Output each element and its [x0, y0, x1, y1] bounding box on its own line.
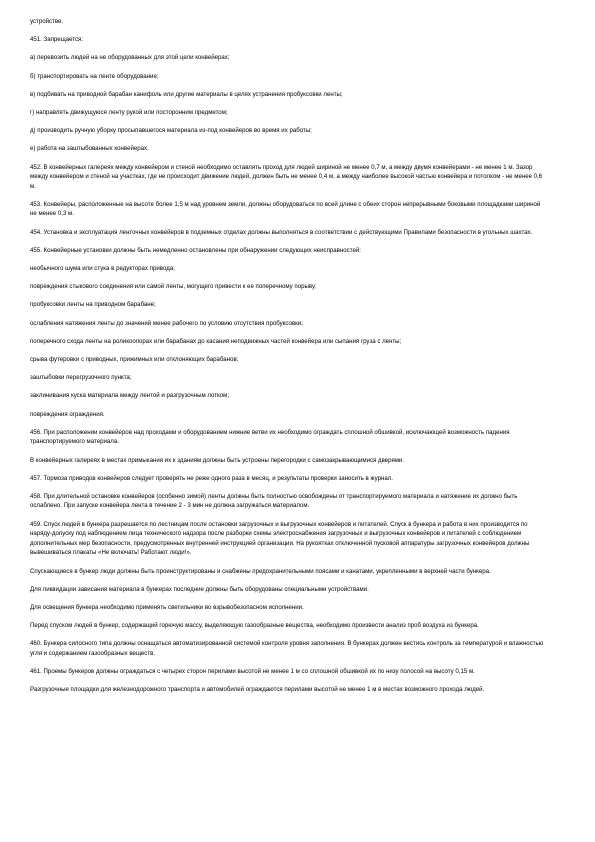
list-item: необычного шума или стука в редукторах привода;: [30, 265, 175, 273]
list-item: а) перевозить людей на не оборудованных для этой цели конвейерах;: [30, 54, 230, 62]
list-item: ослабления натяжения ленты до значений менее рабочего по условию отсутствия пробуксовки;: [30, 319, 303, 327]
text-paragraph: Для освещения бункера необходимо применять светильники во взрывобезопасном исполнении.: [30, 604, 304, 611]
text-paragraph: В конвейерных галереях в местах примыкания их к зданиям должны быть устроены перегородки с самозакрывающимися дверями.: [30, 456, 405, 464]
text-paragraph: Для ликвидации зависания материала в бункерах последние должны быть оборудованы специальными устройствами.: [30, 585, 369, 593]
text-paragraph: 454. Установка и эксплуатация ленточных конвейеров в подземных отделах должны выполняться в соответствии с действующими Правилами безопасности в угольных шахтах.: [30, 228, 533, 236]
text-paragraph: Перед спуском людей в бункер, содержащий горючую массу, выделяющую газообразные вещества, необходимо произвести анализ проб воздуха из бункера.: [30, 622, 479, 630]
list-item: г) направлять движущуюся ленту рукой или посторонним предметом;: [30, 108, 228, 116]
text-paragraph: устройстве.: [30, 18, 64, 25]
list-item: заштыбовки перегрузочного пункта;: [30, 374, 132, 382]
text-paragraph: 456. При расположении конвейеров над проходами и оборудованием нижние ветви их необходимо ограждать сплошной обшивкой, исключающей возможность падения транспортируемого материала.: [30, 428, 510, 446]
text-paragraph: 460. Бункера силосного типа должны оснащаться автоматизированной системой контроля уровня заполнения. В бункерах должен вестись контроль за температурой и влажностью угля и содержанием газообразных веществ.: [30, 640, 544, 657]
section-heading: 451. Запрещается:: [30, 36, 84, 44]
text-paragraph: 461. Проемы бункеров должны ограждаться с четырех сторон перилами высотой не менее 1 м со сплошной обшивкой их по низу полосой на высоту 0,15 м.: [30, 668, 475, 676]
list-item: поперечного схода ленты на роликоопорах или барабанах до касания неподвижных частей конвейера или сыпания груза с ленты;: [30, 337, 402, 345]
list-item: заклинивания куска материала между лентой и разгрузочным лотком;: [30, 392, 230, 400]
list-item: е) работа на заштыбованных конвейерах.: [30, 145, 149, 153]
text-paragraph: 458. При длительной остановке конвейеров (особенно зимой) ленты должны быть полностью освобождены от транспортируемого материала и натяжение их должно быть ослаблено. При запуске конвейера лента в течение 2 - 3 мин не должна загружаться материалом.: [30, 492, 518, 510]
list-item: повреждения ограждения.: [30, 410, 105, 418]
list-item: пробуксовки ленты на приводном барабане;: [30, 301, 156, 309]
text-paragraph: 457. Тормоза приводов конвейеров следует проверять не реже одного раза в месяц, и результаты проверки заносить в журнал.: [30, 474, 394, 482]
list-item: д) производить ручную уборку просыпавшегося материала из-под конвейеров во время их работы;: [30, 127, 312, 135]
text-paragraph: 455. Конвейерные установки должны быть немедленно остановлены при обнаружении следующих неисправностей:: [30, 246, 361, 254]
text-paragraph: 452. В конвейерных галереях между конвейером и стеной необходимо оставлять проход для людей шириной не менее 0,7 м, а между двумя конвейерами - не менее 1 м. Зазор между конвейером и стеной на участках, где не происходит движение людей, должен быть не менее 0,4 м, а между наиболее высокой частью конвейера и потолком - не менее 0,6 м.: [30, 163, 543, 190]
text-paragraph: Спускающиеся в бункер люди должны быть проинструктированы и снабжены предохранительными поясами и канатами, укрепленными в верхней части бункера.: [30, 567, 491, 575]
list-item: в) подбивать на приводной барабан канифоль или другие материалы в целях устранения пробуксовки ленты;: [30, 90, 343, 98]
text-paragraph: Разгрузочные площадки для железнодорожного транспорта и автомобилей ограждаются перилами высотой не менее 1 м в местах возможного прохода людей.: [30, 686, 485, 694]
list-item: срыва футеровки с приводных, прижимных или отклоняющих барабанов;: [30, 355, 239, 363]
text-paragraph: 459. Спуск людей в бункера разрешается по лестницам после остановки загрузочных и выгрузочных конвейеров и питателей. Спуск в бункера и работа в них производится по наряду-допуску под наблюдением лица технического надзора после разборки схемы электроснабжения загрузочных и выгрузочных конвейеров и питателей с соблюдением дополнительных мер безопасности, предусмотренных внутренней инструкцией организации. На рукоятках отключенной пусковой аппаратуры загрузочных конвейеров должны вывешиваться плакаты «Не включать! Работают люди!».: [30, 520, 530, 557]
list-item: повреждения стыкового соединения или самой ленты, могущего привести к ее поперечному порыву;: [30, 283, 317, 291]
text-paragraph: 453. Конвейеры, расположенные на высоте более 1,5 м над уровнем земли, должны оборудоваться по всей длине с обеих сторон непрерывными боковыми площадками шириной не менее 0,3 м.: [30, 200, 541, 218]
list-item: б) транспортировать на ленте оборудование;: [30, 72, 159, 80]
